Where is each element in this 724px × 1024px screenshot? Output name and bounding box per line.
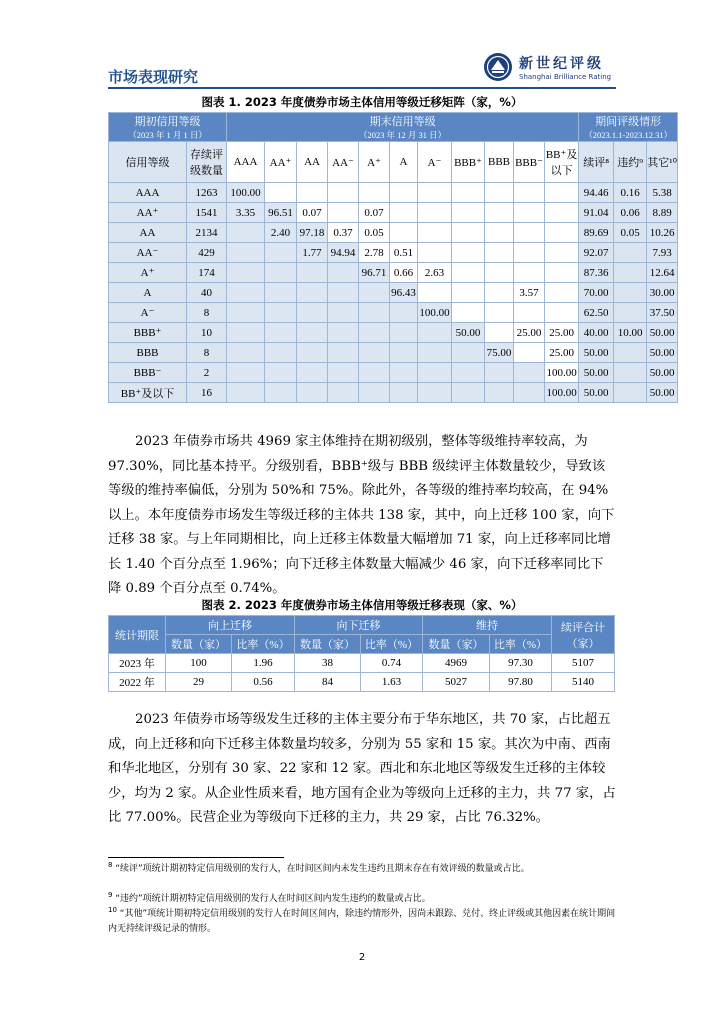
default-rate-cell	[614, 243, 647, 263]
matrix-cell: 2.78	[359, 243, 390, 263]
col-header-default: 违约⁹	[614, 142, 647, 183]
down-rate-cell: 0.74	[361, 654, 423, 673]
col-count-line1: 存续评	[190, 149, 223, 161]
matrix-cell	[545, 243, 579, 263]
rating-cell: BBB⁺	[109, 323, 187, 343]
matrix-cell	[514, 303, 545, 323]
matrix-cell	[485, 383, 514, 403]
col-header-grade: AAA	[227, 142, 265, 183]
matrix-cell	[297, 303, 328, 323]
total-cell: 5140	[552, 673, 615, 692]
matrix-cell	[297, 343, 328, 363]
matrix-cell	[452, 223, 485, 243]
total-cell: 5107	[552, 654, 615, 673]
matrix-body	[109, 183, 678, 403]
continue-rate-cell: 92.07	[579, 243, 614, 263]
up-rate-cell: 0.56	[232, 673, 295, 692]
logo-english-text: Shanghai Brilliance Rating	[519, 73, 612, 81]
matrix-cell	[514, 223, 545, 243]
table-row	[109, 203, 678, 223]
matrix-cell	[390, 363, 418, 383]
matrix-cell	[390, 183, 418, 203]
default-rate-cell	[614, 363, 647, 383]
matrix-cell	[265, 243, 297, 263]
continue-rate-cell: 50.00	[579, 383, 614, 403]
other-rate-cell: 8.89	[647, 203, 678, 223]
table1-caption: 图表 1. 2023 年度债券市场主体信用等级迁移矩阵（家，%）	[201, 95, 523, 109]
default-rate-cell	[614, 283, 647, 303]
col-header-period: 统计期限	[109, 616, 166, 654]
keep-rate-cell: 97.30	[490, 654, 552, 673]
table-row	[109, 263, 678, 283]
matrix-cell	[452, 243, 485, 263]
table-row	[109, 283, 678, 303]
matrix-cell	[485, 223, 514, 243]
footnote-9	[108, 892, 616, 907]
matrix-cell	[390, 343, 418, 363]
continue-rate-cell: 91.04	[579, 203, 614, 223]
keep-rate-cell: 97.80	[490, 673, 552, 692]
footnote-10	[108, 907, 616, 937]
rating-cell: AA⁻	[109, 243, 187, 263]
col-header-grade: BBB⁺	[452, 142, 485, 183]
col-header-grade: A	[390, 142, 418, 183]
matrix-cell	[359, 183, 390, 203]
matrix-cell	[514, 343, 545, 363]
matrix-cell	[265, 283, 297, 303]
col-bb-line2: 以下	[550, 165, 573, 177]
table-row	[109, 303, 678, 323]
period-cell: 2023 年	[109, 654, 166, 673]
count-cell: 10	[187, 323, 227, 343]
table-row	[109, 243, 678, 263]
continue-rate-cell: 87.36	[579, 263, 614, 283]
other-rate-cell: 50.00	[647, 383, 678, 403]
col-header-grade: BBB	[485, 142, 514, 183]
continue-rate-cell: 50.00	[579, 363, 614, 383]
down-count-cell: 84	[295, 673, 361, 692]
up-rate-cell: 1.96	[232, 654, 295, 673]
matrix-cell	[514, 363, 545, 383]
rating-cell: AA⁺	[109, 203, 187, 223]
matrix-cell	[514, 243, 545, 263]
table-row	[109, 383, 678, 403]
matrix-cell: 75.00	[485, 343, 514, 363]
other-rate-cell: 50.00	[647, 363, 678, 383]
matrix-cell	[418, 243, 452, 263]
other-rate-cell: 10.26	[647, 223, 678, 243]
continue-rate-cell: 70.00	[579, 283, 614, 303]
matrix-cell	[265, 383, 297, 403]
rating-cell: BBB⁻	[109, 363, 187, 383]
other-rate-cell: 50.00	[647, 323, 678, 343]
group-period-date: （2023.1.1-2023.12.31）	[579, 129, 677, 141]
matrix-cell	[297, 383, 328, 403]
matrix-cell	[418, 343, 452, 363]
other-rate-cell: 7.93	[647, 243, 678, 263]
period-cell: 2022 年	[109, 673, 166, 692]
group-up-header: 向上迁移	[166, 616, 295, 635]
matrix-cell	[545, 283, 579, 303]
default-rate-cell	[614, 383, 647, 403]
default-rate-cell: 0.05	[614, 223, 647, 243]
page-number: 2	[358, 952, 366, 963]
matrix-cell	[359, 343, 390, 363]
matrix-cell	[485, 303, 514, 323]
matrix-cell: 1.77	[297, 243, 328, 263]
group-start-date: （2023 年 1 月 1 日）	[109, 129, 226, 141]
company-logo	[483, 52, 613, 86]
matrix-cell	[452, 363, 485, 383]
matrix-cell: 97.18	[297, 223, 328, 243]
matrix-cell: 100.00	[545, 383, 579, 403]
col-header-continue: 续评⁸	[579, 142, 614, 183]
count-cell: 2	[187, 363, 227, 383]
matrix-cell	[545, 303, 579, 323]
matrix-cell	[418, 183, 452, 203]
group-start-label: 期初信用等级	[134, 116, 201, 128]
footnote-mark: 10	[108, 906, 117, 914]
other-rate-cell: 12.64	[647, 263, 678, 283]
table-row	[109, 343, 678, 363]
col-bb-line1: BB⁺及	[545, 149, 578, 161]
sub-header-rate: 比率（%）	[232, 635, 295, 654]
matrix-cell	[265, 183, 297, 203]
rating-cell: A	[109, 283, 187, 303]
matrix-cell	[265, 303, 297, 323]
matrix-cell	[452, 343, 485, 363]
keep-count-cell: 4969	[423, 654, 490, 673]
matrix-cell	[545, 203, 579, 223]
footnote-mark: 8	[108, 861, 113, 869]
matrix-cell	[418, 363, 452, 383]
table-row	[109, 183, 678, 203]
matrix-cell: 96.71	[359, 263, 390, 283]
footnote-divider	[108, 857, 284, 858]
matrix-cell	[297, 363, 328, 383]
matrix-cell	[297, 323, 328, 343]
matrix-cell: 0.07	[297, 203, 328, 223]
col-header-count	[187, 142, 227, 183]
down-count-cell: 38	[295, 654, 361, 673]
col-header-rating: 信用等级	[109, 142, 187, 183]
matrix-cell	[227, 243, 265, 263]
matrix-cell	[514, 383, 545, 403]
other-rate-cell: 50.00	[647, 343, 678, 363]
matrix-cell	[328, 303, 359, 323]
matrix-cell	[227, 223, 265, 243]
table-row	[109, 673, 615, 692]
other-rate-cell: 37.50	[647, 303, 678, 323]
continue-rate-cell: 50.00	[579, 343, 614, 363]
default-rate-cell: 10.00	[614, 323, 647, 343]
matrix-cell	[328, 183, 359, 203]
matrix-cell	[485, 203, 514, 223]
matrix-cell	[485, 183, 514, 203]
matrix-cell	[514, 203, 545, 223]
matrix-cell	[328, 263, 359, 283]
group-end-label: 期末信用等级	[369, 116, 436, 128]
matrix-cell	[452, 203, 485, 223]
logo-emblem-icon	[483, 52, 513, 82]
matrix-cell	[359, 383, 390, 403]
table-row	[109, 363, 678, 383]
matrix-cell	[328, 203, 359, 223]
matrix-cell	[297, 263, 328, 283]
count-cell: 8	[187, 343, 227, 363]
paragraph-summary: 2023 年债券市场共 4969 家主体维持在期初级别，整体等级维持率较高，为 97.30%，同比基本持平。分级别看，BBB⁺级与 BBB 级续评主体数量较少，导致该等级的维持率偏低，分别为 50%和 75%。除此外，各等级的维持率均较高，在 94%以上。本年度债券市场发生等级迁移的主体共 138 家，其中，向上迁移 100 家，向下迁移 38 家。与上年同期相比，向上迁移主体数量大幅增加 71 家，向上迁移率同比增长 1.40 个百分点至 1.96%；向下迁移主体数量大幅减少 46 家，向下迁移率同比下降 0.89 个百分点至 0.74%。	[108, 434, 615, 596]
rating-cell: BB⁺及以下	[109, 383, 187, 403]
matrix-cell	[418, 323, 452, 343]
sub-header-count: 数量（家）	[423, 635, 490, 654]
matrix-cell	[485, 323, 514, 343]
count-cell: 8	[187, 303, 227, 323]
matrix-cell	[390, 323, 418, 343]
matrix-cell: 25.00	[514, 323, 545, 343]
matrix-cell	[297, 183, 328, 203]
col-header-grade: AA⁺	[265, 142, 297, 183]
matrix-cell: 0.05	[359, 223, 390, 243]
matrix-cell	[545, 223, 579, 243]
matrix-cell: 50.00	[452, 323, 485, 343]
matrix-cell	[227, 283, 265, 303]
count-cell: 429	[187, 243, 227, 263]
count-cell: 174	[187, 263, 227, 283]
matrix-cell	[452, 303, 485, 323]
matrix-cell	[485, 263, 514, 283]
footnote-text: “续评”项统计期初特定信用级别的发行人，在时间区间内未发生违约且期末存在有效评级的数量或占比。	[115, 864, 530, 874]
matrix-cell	[359, 303, 390, 323]
continue-rate-cell: 62.50	[579, 303, 614, 323]
matrix-cell: 0.37	[328, 223, 359, 243]
footnote-text: “违约”项统计期初特定信用级别的发行人在时间区间内发生违约的数量或占比。	[115, 894, 431, 904]
matrix-cell: 2.63	[418, 263, 452, 283]
default-rate-cell	[614, 343, 647, 363]
rating-cell: AAA	[109, 183, 187, 203]
default-rate-cell	[614, 263, 647, 283]
col-header-bb-below	[545, 142, 579, 183]
matrix-cell	[418, 283, 452, 303]
table-row	[109, 654, 615, 673]
count-cell: 1541	[187, 203, 227, 223]
col-header-grade: BBB⁻	[514, 142, 545, 183]
matrix-cell: 0.51	[390, 243, 418, 263]
continue-rate-cell: 89.69	[579, 223, 614, 243]
matrix-cell	[328, 363, 359, 383]
matrix-cell: 25.00	[545, 323, 579, 343]
matrix-cell	[452, 183, 485, 203]
matrix-cell	[452, 263, 485, 283]
table-row	[109, 323, 678, 343]
matrix-cell	[297, 283, 328, 303]
matrix-cell	[265, 343, 297, 363]
matrix-cell: 0.66	[390, 263, 418, 283]
down-rate-cell: 1.63	[361, 673, 423, 692]
matrix-cell: 96.43	[390, 283, 418, 303]
col-header-other: 其它¹⁰	[647, 142, 678, 183]
matrix-cell	[452, 283, 485, 303]
col-header-grade: A⁺	[359, 142, 390, 183]
matrix-cell	[545, 183, 579, 203]
count-cell: 1263	[187, 183, 227, 203]
footnote-text: “其他”项统计期初特定信用级别的发行人在时间区间内，除违约情形外，因尚未跟踪、兑付、终止评级或其他因素在统计期间内无持续评级记录的情形。	[108, 909, 616, 934]
matrix-cell: 2.40	[265, 223, 297, 243]
matrix-cell	[514, 183, 545, 203]
matrix-cell: 3.57	[514, 283, 545, 303]
matrix-cell: 100.00	[418, 303, 452, 323]
header-divider	[108, 87, 616, 89]
count-cell: 16	[187, 383, 227, 403]
logo-chinese-text: 新世纪评级	[519, 56, 604, 72]
sub-header-count: 数量（家）	[166, 635, 232, 654]
up-count-cell: 100	[166, 654, 232, 673]
matrix-cell	[514, 263, 545, 283]
up-count-cell: 29	[166, 673, 232, 692]
col-header-grade: AA	[297, 142, 328, 183]
matrix-cell	[418, 203, 452, 223]
keep-count-cell: 5027	[423, 673, 490, 692]
matrix-cell	[452, 383, 485, 403]
matrix-cell	[485, 243, 514, 263]
rating-cell: BBB	[109, 343, 187, 363]
matrix-cell	[328, 283, 359, 303]
matrix-cell	[328, 383, 359, 403]
rating-cell: A⁺	[109, 263, 187, 283]
col-header-grade: A⁻	[418, 142, 452, 183]
sub-header-rate: 比率（%）	[490, 635, 552, 654]
matrix-cell	[328, 343, 359, 363]
col-header-total	[552, 616, 615, 654]
matrix-cell	[359, 323, 390, 343]
sub-header-count: 数量（家）	[295, 635, 361, 654]
rating-cell: A⁻	[109, 303, 187, 323]
matrix-cell	[227, 263, 265, 283]
group-end-header	[227, 113, 579, 142]
matrix-cell	[390, 203, 418, 223]
matrix-cell	[390, 383, 418, 403]
other-rate-cell: 30.00	[647, 283, 678, 303]
table2-caption: 图表 2. 2023 年度债券市场主体信用等级迁移表现（家、%）	[201, 598, 523, 612]
matrix-cell: 100.00	[545, 363, 579, 383]
default-rate-cell: 0.16	[614, 183, 647, 203]
group-keep-header: 维持	[423, 616, 552, 635]
matrix-cell	[227, 363, 265, 383]
footnote-8	[108, 862, 616, 877]
matrix-cell	[418, 383, 452, 403]
matrix-cell	[390, 303, 418, 323]
matrix-cell	[359, 283, 390, 303]
matrix-cell: 0.07	[359, 203, 390, 223]
continue-rate-cell: 94.46	[579, 183, 614, 203]
matrix-cell	[485, 363, 514, 383]
other-rate-cell: 5.38	[647, 183, 678, 203]
paragraph-distribution: 2023 年债券市场等级发生迁移的主体主要分布于华东地区，共 70 家，占比超五成，向上迁移和向下迁移主体数量均较多，分别为 55 家和 15 家。其次为中南、西南和华北地区，分别有 30 家、22 家和 12 家。西北和东北地区等级发生迁移的主体较少，均为 2 家。从企业性质来看，地方国有企业为等级向上迁移的主力，共 77 家，占比 77.00%。民营企业为等级向下迁移的主力，共 29 家，占比 76.32%。	[108, 712, 616, 825]
group-end-date: （2023 年 12 月 31 日）	[227, 129, 578, 141]
count-cell: 40	[187, 283, 227, 303]
matrix-cell	[227, 343, 265, 363]
footnote-mark: 9	[108, 891, 113, 899]
table-row	[109, 223, 678, 243]
continue-rate-cell: 40.00	[579, 323, 614, 343]
matrix-cell	[390, 223, 418, 243]
group-period-header	[579, 113, 678, 142]
group-down-header: 向下迁移	[295, 616, 423, 635]
matrix-cell	[328, 323, 359, 343]
matrix-cell: 3.35	[227, 203, 265, 223]
matrix-cell	[227, 303, 265, 323]
matrix-cell	[418, 223, 452, 243]
col-total-line1: 续评合计	[561, 621, 605, 634]
rating-cell: AA	[109, 223, 187, 243]
group-period-label: 期间评级情形	[595, 116, 662, 128]
matrix-cell	[265, 263, 297, 283]
default-rate-cell	[614, 303, 647, 323]
matrix-cell	[227, 383, 265, 403]
matrix-cell	[485, 283, 514, 303]
matrix-cell	[359, 363, 390, 383]
matrix-cell: 96.51	[265, 203, 297, 223]
sub-header-rate: 比率（%）	[361, 635, 423, 654]
matrix-cell: 25.00	[545, 343, 579, 363]
count-cell: 2134	[187, 223, 227, 243]
section-title: 市场表现研究	[108, 68, 199, 86]
migration-performance-table	[108, 615, 615, 692]
matrix-cell	[545, 263, 579, 283]
matrix-cell: 100.00	[227, 183, 265, 203]
rating-migration-matrix	[108, 112, 678, 403]
matrix-cell: 94.94	[328, 243, 359, 263]
matrix-cell	[265, 323, 297, 343]
group-start-header	[109, 113, 227, 142]
col-count-line2: 级数量	[190, 165, 223, 177]
matrix-cell	[227, 323, 265, 343]
matrix-cell	[265, 363, 297, 383]
col-header-grade: AA⁻	[328, 142, 359, 183]
col-total-line2: （家）	[566, 637, 600, 650]
default-rate-cell: 0.06	[614, 203, 647, 223]
